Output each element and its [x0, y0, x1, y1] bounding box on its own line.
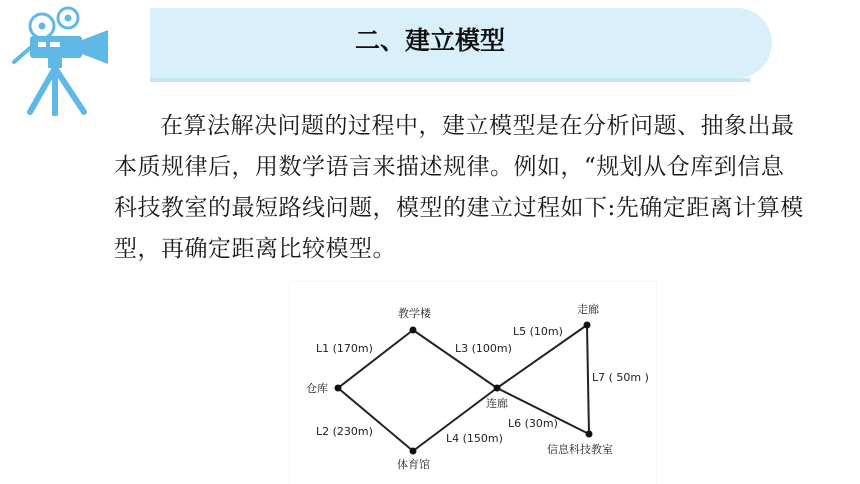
label-xinxi: 信息科技教室 — [547, 443, 613, 456]
label-edge-l4: L4 (150m) — [446, 432, 503, 445]
edge-l2 — [338, 388, 413, 451]
node-zoulang — [584, 322, 591, 329]
label-lianlang: 连廊 — [486, 397, 508, 410]
edge-l7 — [587, 325, 589, 434]
route-diagram — [290, 282, 656, 484]
label-edge-l2: L2 (230m) — [316, 425, 373, 438]
label-edge-l6: L6 (30m) — [508, 417, 558, 430]
node-lianlang — [494, 385, 501, 392]
label-cangku: 仓库 — [306, 382, 328, 395]
node-cangku — [335, 385, 342, 392]
label-jiaoxuelou: 教学楼 — [398, 307, 431, 320]
node-xinxi — [586, 431, 593, 438]
label-edge-l5: L5 (10m) — [513, 325, 563, 338]
edge-l1 — [338, 330, 413, 388]
label-tiyuguan: 体育馆 — [397, 458, 430, 471]
node-jiaoxuelou — [410, 327, 417, 334]
title-underline — [150, 78, 750, 82]
label-zoulang: 走廊 — [577, 303, 599, 316]
film-camera-icon — [8, 4, 120, 116]
route-graph — [290, 282, 656, 484]
node-tiyuguan — [410, 448, 417, 455]
label-edge-l3: L3 (100m) — [455, 342, 512, 355]
body-paragraph: 在算法解决问题的过程中，建立模型是在分析问题、抽象出最本质规律后，用数学语言来描述规律。例如，“规划从仓库到信息科技教室的最短路线问题，模型的建立过程如下:先确定距离计算模型，再确定距离比较模型。 — [114, 113, 804, 262]
edge-l3 — [413, 330, 497, 388]
label-edge-l1: L1 (170m) — [316, 342, 373, 355]
page-title: 二、建立模型 — [354, 26, 505, 55]
label-edge-l7: L7 ( 50m ) — [592, 371, 649, 384]
